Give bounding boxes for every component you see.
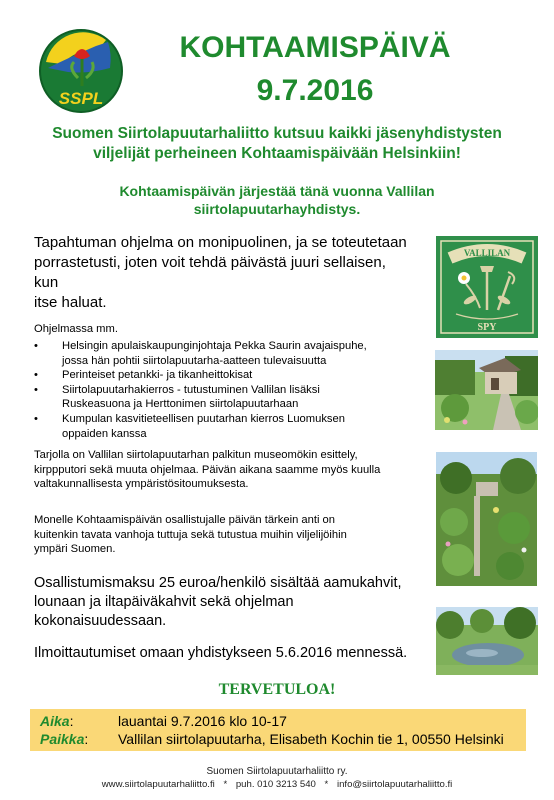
- garden-aerial-photo: [436, 452, 537, 586]
- logo-text: SSPL: [58, 89, 104, 108]
- program-list: [34, 339, 414, 441]
- place-label: Paikka:: [40, 731, 89, 747]
- fee-paragraph: Osallistumismaksu 25 euroa/henkilö sisältää aamukahvit, lounaan ja iltapäiväkahvit sekä ohjelman kokonaisuudessaan.: [34, 575, 402, 629]
- garden-shed-photo: [435, 350, 538, 430]
- event-title: KOHTAAMISPÄIVÄ: [179, 31, 451, 64]
- intro-text: Suomen Siirtolapuutarhaliitto kutsuu kaikki jäsenyhdistysten viljelijät perheineen Kohtaamispäivään Helsinkiin!: [52, 125, 502, 162]
- list-item: • Helsingin apulaiskaupunginjohtaja Pekka Saurin avajaispuhe, jossa hän pohtii siirtolapuutarha-aatteen tulevaisuutta: [34, 339, 414, 368]
- meeting-paragraph: Monelle Kohtaamispäivän osallistujalle päivän tärkein anti on kuitenkin tavata vanhoja tuttuja sekä tutustua muihin viljelijöihin ympäri Suomen.: [34, 514, 347, 556]
- sspl-logo: [38, 28, 124, 114]
- registration-text: Ilmoittautumiset omaan yhdistykseen 5.6.2016 mennessä.: [34, 645, 408, 661]
- list-item: • Perinteiset petankki- ja tikanheittokisat: [34, 368, 414, 383]
- time-value: lauantai 9.7.2016 klo 10-17: [118, 713, 287, 729]
- lead-paragraph: Tapahtuman ohjelma on monipuolinen, ja se toteutetaan porrastetusti, joten voit tehdä päivästä juuri sellaisen, kun itse haluat.: [34, 234, 407, 311]
- event-info-box: [30, 709, 526, 751]
- place-value: Vallilan siirtolapuutarha, Elisabeth Kochin tie 1, 00550 Helsinki: [118, 731, 504, 747]
- list-item: • Siirtolapuutarhakierros - tutustuminen Vallilan lisäksi Ruskeasuona ja Herttonimen siirtolapuutarhaan: [34, 383, 414, 412]
- organizer-text: Kohtaamispäivän järjestää tänä vuonna Vallilan siirtolapuutarhayhdistys.: [119, 183, 435, 217]
- footer-email[interactable]: info@siirtolapuutarhaliitto.fi: [336, 779, 453, 790]
- welcome-text: TERVETULOA!: [218, 681, 336, 698]
- museum-paragraph: Tarjolla on Vallilan siirtolapuutarhan palkitun museomökin esittely, kirppputori sekä muuta ohjelmaa. Päivän aikana saamme myös kuulla valtakunnallisesta ympäristösitoumuksesta.: [34, 449, 381, 491]
- footer-contacts: www.siirtolapuutarhaliitto.fi * puh. 010 3213 540 * info@siirtolapuutarhaliitto.fi: [101, 779, 453, 790]
- garden-pond-photo: [436, 607, 538, 675]
- event-date: 9.7.2016: [256, 74, 374, 107]
- vallilan-spy-crest: [436, 236, 538, 338]
- program-heading: Ohjelmassa mm.: [34, 323, 118, 335]
- time-label: Aika:: [40, 713, 74, 729]
- crest-bottom-text: SPY: [477, 322, 497, 333]
- footer-website[interactable]: www.siirtolapuutarhaliitto.fi: [101, 779, 215, 790]
- footer-phone: puh. 010 3213 540: [235, 779, 316, 790]
- crest-top-text: VALLILAN: [463, 248, 511, 258]
- list-item: • Kumpulan kasvitieteellisen puutarhan kierros Luomuksen oppaiden kanssa: [34, 412, 414, 441]
- footer-org: Suomen Siirtolapuutarhaliitto ry.: [206, 766, 348, 777]
